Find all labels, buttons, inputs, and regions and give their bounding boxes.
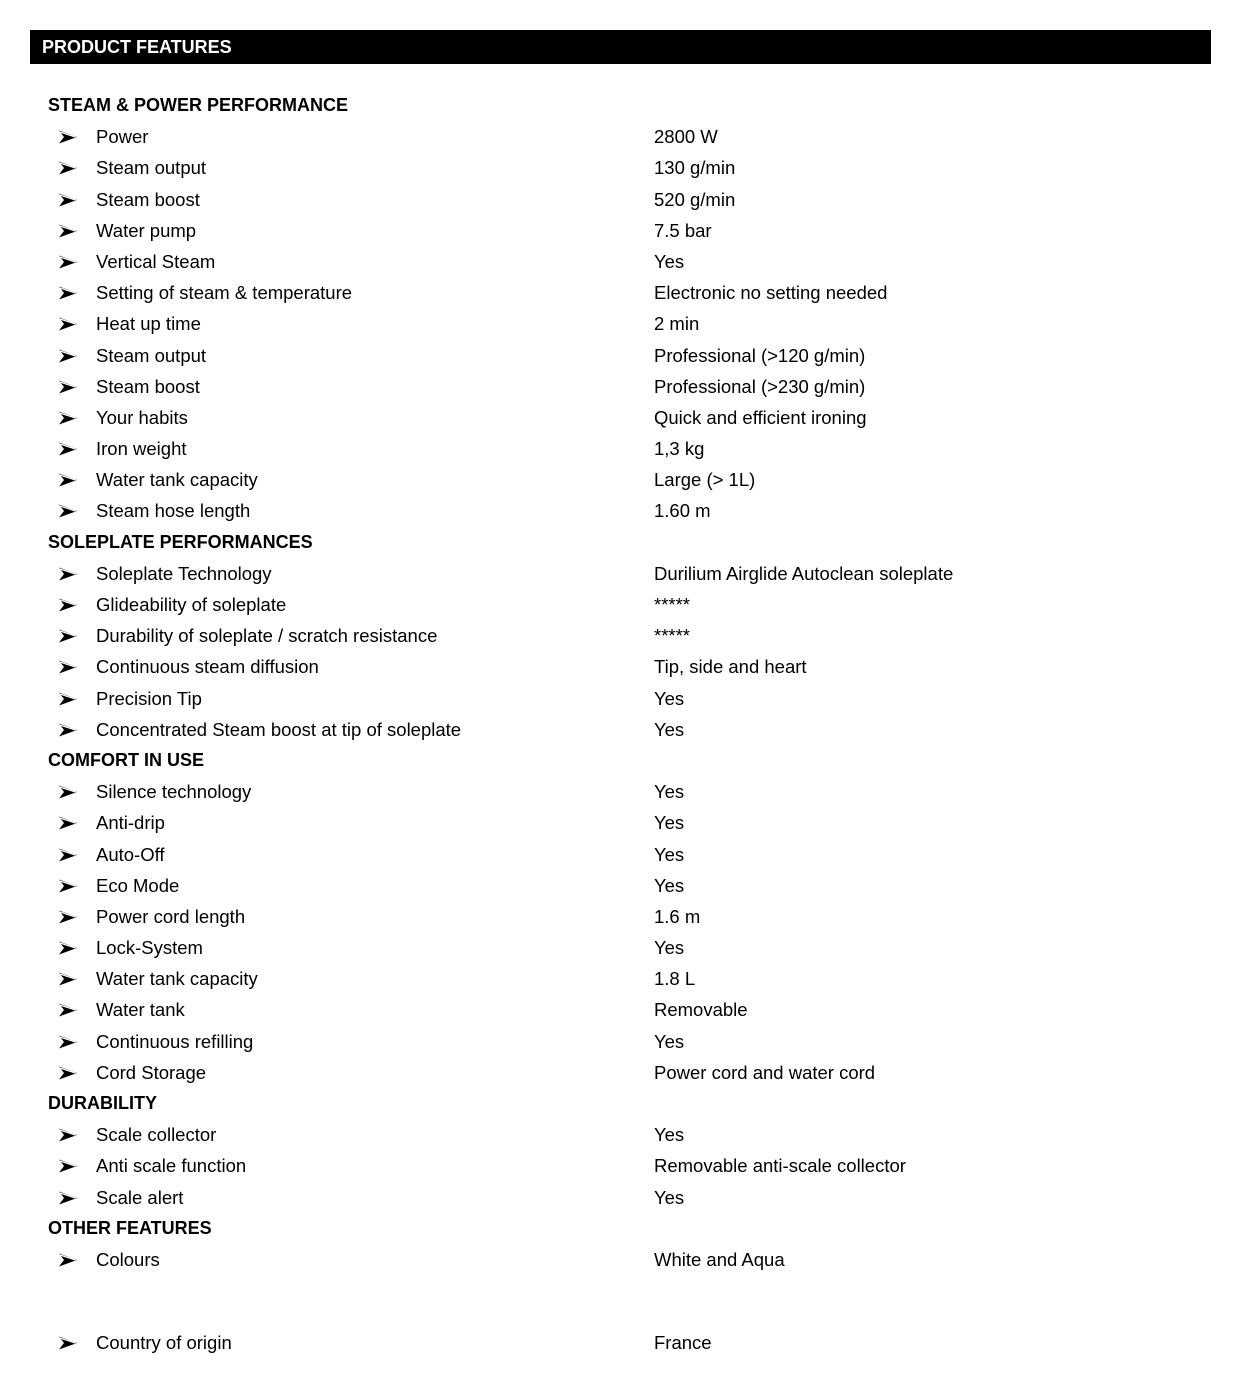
arrowhead-bullet-icon [58,433,80,464]
feature-value: Yes [654,1124,685,1146]
arrowhead-bullet-icon [58,1150,80,1181]
feature-row [0,308,1241,339]
feature-label: Continuous refilling [96,1030,254,1052]
feature-label: Concentrated Steam boost at tip of soleplate [96,718,462,740]
feature-label: Heat up time [96,313,201,335]
arrowhead-bullet-icon [58,371,80,402]
feature-label: Water pump [96,219,197,241]
feature-label: Iron weight [96,438,187,460]
feature-value: Yes [654,250,685,272]
feature-row [0,402,1241,433]
feature-row [0,901,1241,932]
feature-row [0,839,1241,870]
feature-label: Steam output [96,157,207,179]
arrowhead-bullet-icon [58,589,80,620]
arrowhead-bullet-icon [58,932,80,963]
arrowhead-bullet-icon [58,683,80,714]
arrowhead-bullet-icon [58,963,80,994]
feature-label: Eco Mode [96,874,180,896]
feature-value: Yes [654,874,685,896]
feature-value: ***** [654,625,690,647]
feature-row [0,152,1241,183]
arrowhead-bullet-icon [58,402,80,433]
feature-row [0,246,1241,277]
feature-label: Power cord length [96,905,246,927]
section-title: DURABILITY [48,1093,157,1113]
feature-value: 130 g/min [654,157,736,179]
arrowhead-bullet-icon [58,495,80,526]
product-features-banner: PRODUCT FEATURES [30,30,1211,64]
feature-label: Steam hose length [96,500,251,522]
feature-row [0,932,1241,963]
feature-label: Glideability of soleplate [96,594,287,615]
feature-value: Yes [654,843,685,865]
arrowhead-bullet-icon [58,1182,80,1213]
feature-row [0,464,1241,495]
feature-value: Professional (>120 g/min) [654,344,866,366]
feature-row [0,558,1241,589]
feature-label: Steam output [96,344,207,366]
feature-value: Removable anti-scale collector [654,1155,906,1177]
section-title: OTHER FEATURES [48,1217,212,1238]
arrowhead-bullet-icon [58,839,80,870]
feature-value: 520 g/min [654,188,736,210]
feature-row [0,433,1241,464]
feature-value: Durilium Airglide Autoclean soleplate [654,562,954,584]
feature-value: Yes [654,1186,685,1208]
feature-row [0,620,1241,651]
arrowhead-bullet-icon [58,651,80,682]
arrowhead-bullet-icon [58,121,80,152]
feature-label: Country of origin [96,1332,232,1354]
feature-label: Scale collector [96,1124,217,1146]
feature-value: Yes [654,937,685,959]
feature-row [0,121,1241,152]
feature-row [0,1182,1241,1213]
feature-row [0,776,1241,807]
arrowhead-bullet-icon [58,901,80,932]
feature-row [0,340,1241,371]
arrowhead-bullet-icon [58,277,80,308]
feature-label: Durability of soleplate / scratch resistance [96,625,438,647]
feature-label: Lock-System [96,937,203,959]
feature-row [0,1057,1241,1088]
feature-row [0,215,1241,246]
feature-value: Power cord and water cord [654,1061,876,1083]
feature-value: Yes [654,812,685,834]
feature-value: 2800 W [654,126,718,148]
feature-row [0,1119,1241,1150]
feature-value: Removable [654,999,748,1021]
arrowhead-bullet-icon [58,340,80,371]
feature-row [0,683,1241,714]
feature-value: Yes [654,718,685,740]
feature-label: Cord Storage [96,1061,207,1083]
feature-label: Auto-Off [96,843,165,865]
arrowhead-bullet-icon [58,807,80,838]
arrowhead-bullet-icon [58,870,80,901]
feature-label: Anti-drip [96,812,165,834]
feature-label: Steam boost [96,375,200,397]
feature-label: Continuous steam diffusion [96,656,319,678]
feature-value: 1.6 m [654,905,701,927]
feature-row [0,371,1241,402]
feature-value: 1.60 m [654,500,711,522]
arrowhead-bullet-icon [58,994,80,1025]
feature-row [0,589,1241,620]
feature-row [0,963,1241,994]
feature-label: Water tank [96,999,185,1021]
section-title: COMFORT IN USE [48,749,204,770]
arrowhead-bullet-icon [58,620,80,651]
feature-value: Quick and efficient ironing [654,406,867,428]
arrowhead-bullet-icon [58,184,80,215]
feature-value: White and Aqua [654,1248,785,1270]
arrowhead-bullet-icon [58,714,80,745]
feature-row [0,807,1241,838]
feature-label: Soleplate Technology [96,562,272,584]
feature-label: Anti scale function [96,1155,247,1177]
feature-row [0,994,1241,1025]
feature-label: Silence technology [96,781,252,803]
feature-value: Electronic no setting needed [654,282,888,304]
feature-label: Water tank capacity [96,469,258,491]
feature-row [0,870,1241,901]
feature-row [0,495,1241,526]
feature-row [0,1150,1241,1181]
section-title: STEAM & POWER PERFORMANCE [48,95,349,115]
arrowhead-bullet-icon [58,1244,80,1275]
feature-value: France [654,1332,712,1354]
feature-row [0,1327,1241,1358]
feature-value: 1.8 L [654,968,696,990]
arrowhead-bullet-icon [58,1026,80,1057]
arrowhead-bullet-icon [58,215,80,246]
arrowhead-bullet-icon [58,308,80,339]
arrowhead-bullet-icon [58,1057,80,1088]
feature-value: Tip, side and heart [654,656,807,678]
arrowhead-bullet-icon [58,1119,80,1150]
arrowhead-bullet-icon [58,246,80,277]
arrowhead-bullet-icon [58,152,80,183]
arrowhead-bullet-icon [58,1327,80,1358]
feature-value: 7.5 bar [654,219,712,241]
feature-label: Steam boost [96,188,200,210]
feature-value: Large (> 1L) [654,469,756,491]
feature-label: Precision Tip [96,687,202,709]
feature-label: Scale alert [96,1186,184,1208]
arrowhead-bullet-icon [58,776,80,807]
feature-value: 2 min [654,313,700,335]
feature-label: Your habits [96,406,188,428]
feature-row [0,277,1241,308]
arrowhead-bullet-icon [58,558,80,589]
feature-row [0,714,1241,745]
feature-value: 1,3 kg [654,438,705,460]
feature-label: Colours [96,1248,160,1270]
feature-label: Water tank capacity [96,968,258,990]
feature-value: Yes [654,1030,685,1052]
arrowhead-bullet-icon [58,464,80,495]
feature-value: Yes [654,781,685,803]
feature-value: Professional (>230 g/min) [654,375,866,397]
feature-row [0,1026,1241,1057]
feature-row [0,184,1241,215]
feature-row [0,1244,1241,1275]
section-title: SOLEPLATE PERFORMANCES [48,531,313,552]
feature-label: Vertical Steam [96,250,216,272]
feature-value: ***** [654,594,690,615]
feature-label: Power [96,126,149,148]
feature-label: Setting of steam & temperature [96,282,353,304]
feature-value: Yes [654,687,685,709]
feature-row [0,651,1241,682]
feature-sections [0,90,1241,1358]
